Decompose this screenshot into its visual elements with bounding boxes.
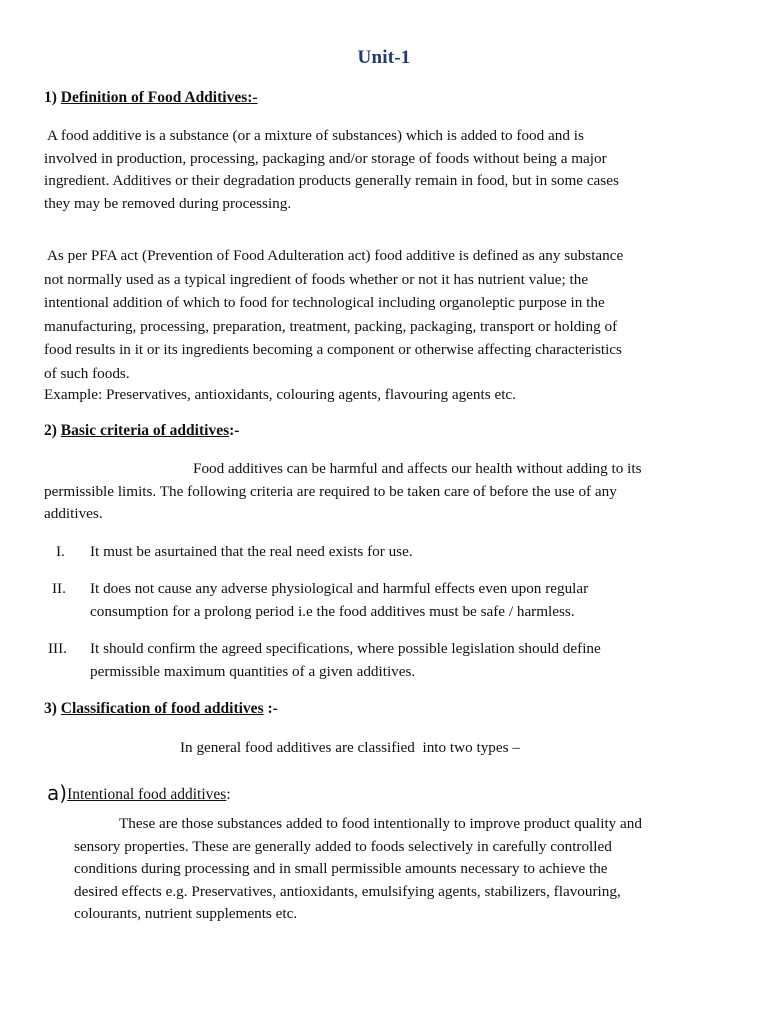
section-1-heading	[44, 89, 258, 107]
criteria-text	[90, 541, 413, 564]
criteria-intro-paragraph	[44, 458, 642, 526]
paragraph-line: additives.	[44, 505, 103, 522]
paragraph-line: colourants, nutrient supplements etc.	[74, 905, 298, 922]
section-2-number: 2)	[44, 422, 57, 439]
paragraph-line: conditions during processing and in small permissible amounts necessary to achieve the	[74, 860, 608, 877]
criteria-text	[90, 578, 588, 623]
paragraph-line: involved in production, processing, packaging and/or storage of foods without being a major	[44, 149, 607, 167]
section-1-title: Definition of Food Additives:-	[60, 89, 258, 106]
paragraph-line: manufacturing, processing, preparation, treatment, packing, packaging, transport or holding of	[44, 317, 618, 335]
paragraph-line: Food additives can be harmful and affects our health without adding to its	[193, 460, 642, 477]
paragraph-line: These are those substances added to food intentionally to improve product quality and	[119, 815, 642, 832]
criteria-line: It must be asurtained that the real need exists for use.	[90, 543, 413, 560]
section-3-suffix: :-	[263, 700, 278, 717]
paragraph-line: not normally used as a typical ingredient of foods whether or not it has nutrient value; the	[44, 270, 589, 288]
section-3-title: Classification of food additives	[60, 700, 264, 717]
paragraph-line: of such foods.	[44, 364, 130, 382]
section-1-number: 1)	[44, 89, 57, 106]
paragraph-line: desired effects e.g. Preservatives, antioxidants, emulsifying agents, stabilizers, flavouring,	[74, 882, 621, 900]
paragraph-line: permissible limits. The following criteria are required to be taken care of before the use of any	[44, 482, 617, 500]
definition-paragraph	[44, 125, 619, 215]
paragraph-line: food results in it or its ingredients becoming a component or otherwise affecting characteristics	[44, 341, 622, 358]
criteria-line: consumption for a prolong period i.e the food additives must be safe / harmless.	[90, 602, 575, 620]
subsection-a-suffix: :	[226, 786, 231, 803]
section-3-heading	[44, 700, 278, 718]
section-2-suffix: :-	[229, 422, 240, 439]
paragraph-line: intentional addition of which to food for technological including organoleptic purpose in the	[44, 294, 605, 311]
subsection-a-heading	[47, 781, 231, 805]
pfa-paragraph	[44, 244, 623, 385]
subsection-a-title: Intentional food additives	[67, 786, 227, 803]
classification-intro: In general food additives are classified into two types –	[180, 739, 520, 756]
section-2-heading	[44, 422, 239, 440]
paragraph-line: A food additive is a substance (or a mixture of substances) which is added to food and is	[44, 127, 584, 144]
criteria-text	[90, 638, 601, 683]
intentional-additives-paragraph	[74, 813, 642, 926]
paragraph-line: ingredient. Additives or their degradation products generally remain in food, but in some cases	[44, 172, 619, 189]
criteria-line: It does not cause any adverse physiological and harmful effects even upon regular	[90, 580, 589, 597]
criteria-line: It should confirm the agreed specifications, where possible legislation should define	[90, 640, 601, 657]
criteria-number: II.	[52, 580, 66, 597]
section-3-number: 3)	[44, 700, 57, 717]
criteria-line: permissible maximum quantities of a given additives.	[90, 662, 416, 680]
paragraph-line: As per PFA act (Prevention of Food Adulteration act) food additive is defined as any substance	[44, 247, 624, 264]
subsection-letter: a)	[47, 781, 68, 805]
paragraph-line: they may be removed during processing.	[44, 194, 292, 212]
criteria-number: I.	[56, 543, 65, 560]
page-title: Unit-1	[357, 47, 411, 68]
criteria-number: III.	[48, 640, 67, 657]
section-2-title: Basic criteria of additives	[60, 422, 230, 439]
paragraph-line: sensory properties. These are generally added to foods selectively in carefully controlled	[74, 837, 612, 855]
example-line: Example: Preservatives, antioxidants, colouring agents, flavouring agents etc.	[44, 386, 516, 403]
